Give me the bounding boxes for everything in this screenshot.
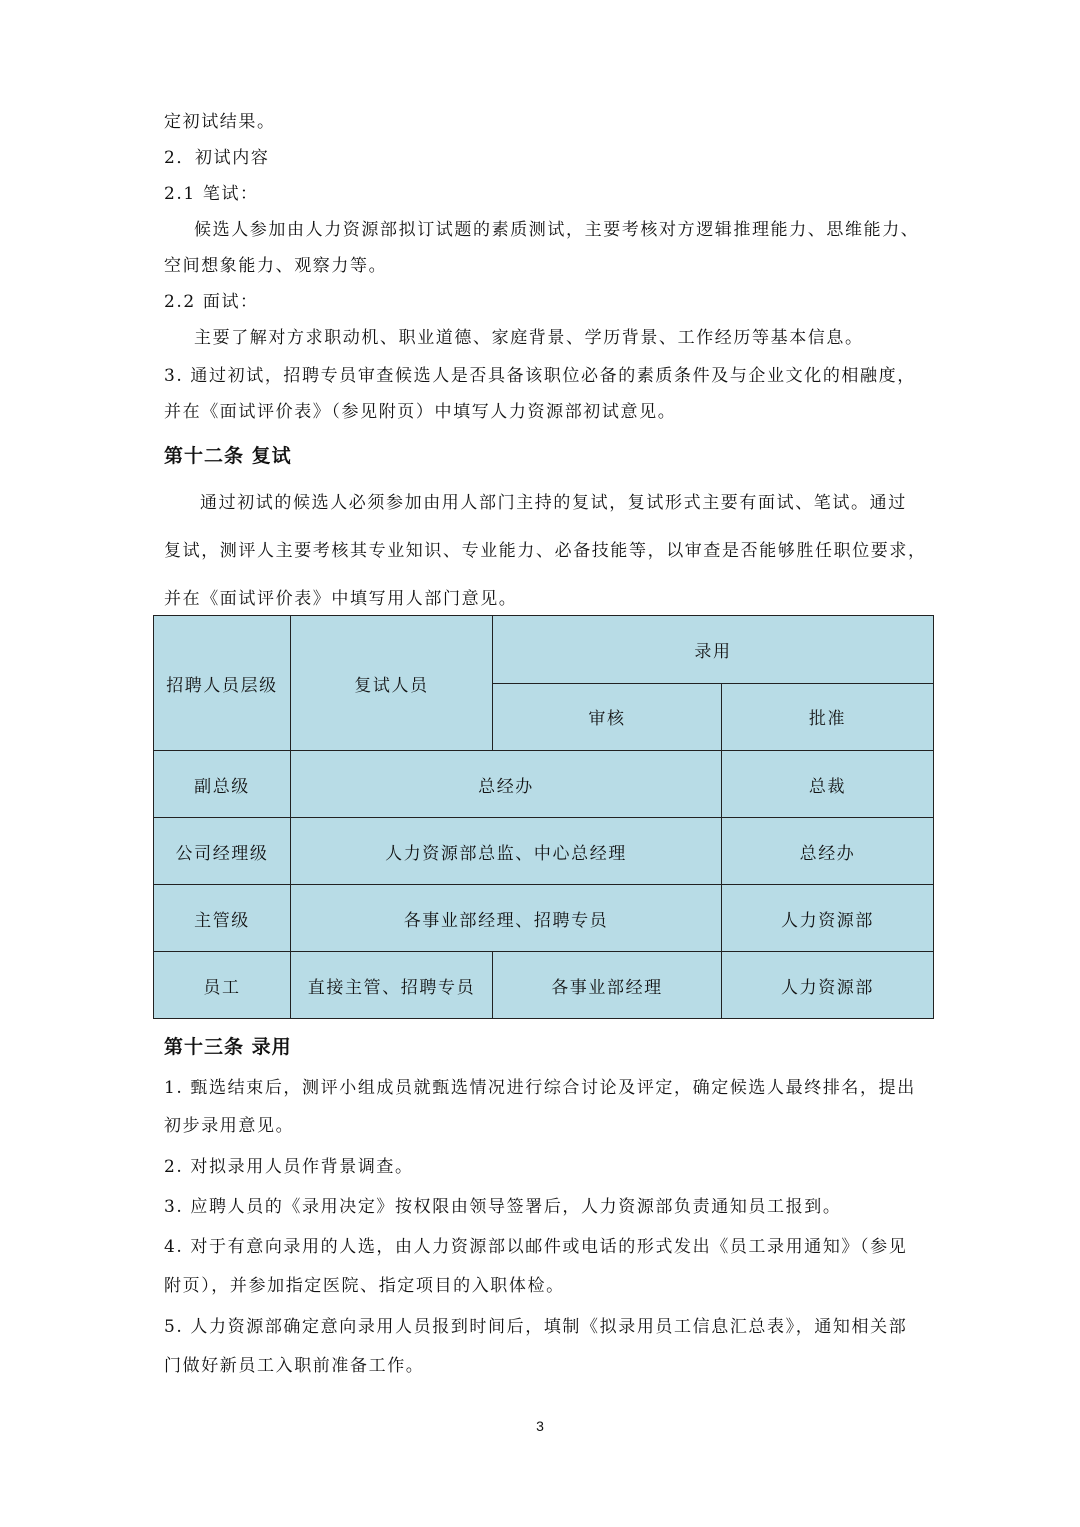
approval-authority-table [153, 615, 934, 1019]
cell-approve: 总裁 [722, 751, 934, 818]
cell-level: 主管级 [154, 885, 291, 952]
paragraph-line: 初步录用意见。 [164, 1116, 295, 1136]
paragraph-line: 通过初试的候选人必须参加由用人部门主持的复试，复试形式主要有面试、笔试。通过 [200, 493, 907, 513]
paragraph-line: 候选人参加由人力资源部拟订试题的素质测试，主要考核对方逻辑推理能力、思维能力、 [194, 220, 920, 240]
paragraph-line: 并在《面试评价表》中填写用人部门意见。 [164, 589, 518, 609]
cell-reviewer-audit: 总经办 [291, 751, 722, 818]
paragraph-line: 空间想象能力、观察力等。 [164, 256, 388, 276]
table-row [154, 818, 934, 885]
subsection-title-interview: 2.2 面试： [164, 292, 259, 312]
list-item: 4. 对于有意向录用的人选，由人力资源部以邮件或电话的形式发出《员工录用通知》（参见 [164, 1237, 908, 1257]
cell-level: 副总级 [154, 751, 291, 818]
paragraph-line: 3. 通过初试，招聘专员审查候选人是否具备该职位必备的素质条件及与企业文化的相融度， [164, 366, 916, 386]
table-row [154, 885, 934, 952]
subsection-title-written-test: 2.1 笔试： [164, 184, 259, 204]
header-reviewer: 复试人员 [291, 616, 493, 751]
section-title-initial-content: 2．初试内容 [164, 148, 270, 168]
cell-reviewer: 直接主管、招聘专员 [291, 952, 493, 1019]
page-number: 3 [536, 1418, 544, 1434]
paragraph-line: 附页），并参加指定医院、指定项目的入职体检。 [164, 1276, 565, 1296]
table-row [154, 952, 934, 1019]
table-header-row [154, 616, 934, 684]
cell-audit: 各事业部经理 [493, 952, 722, 1019]
paragraph-line: 定初试结果。 [164, 112, 276, 132]
cell-reviewer-audit: 人力资源部总监、中心总经理 [291, 818, 722, 885]
list-item: 1. 甄选结束后，测评小组成员就甄选情况进行综合讨论及评定，确定候选人最终排名，提出 [164, 1078, 916, 1098]
paragraph-line: 并在《面试评价表》（参见附页）中填写人力资源部初试意见。 [164, 402, 677, 422]
cell-level: 员工 [154, 952, 291, 1019]
list-item: 3. 应聘人员的《录用决定》按权限由领导签署后，人力资源部负责通知员工报到。 [164, 1197, 842, 1217]
paragraph-line: 门做好新员工入职前准备工作。 [164, 1356, 425, 1376]
article-12-heading: 第十二条 复试 [164, 445, 292, 467]
list-item: 2. 对拟录用人员作背景调查。 [164, 1157, 414, 1177]
header-level: 招聘人员层级 [154, 616, 291, 751]
cell-approve: 人力资源部 [722, 885, 934, 952]
header-audit: 审核 [493, 683, 722, 751]
cell-approve: 人力资源部 [722, 952, 934, 1019]
list-item: 5. 人力资源部确定意向录用人员报到时间后，填制《拟录用员工信息汇总表》，通知相关部 [164, 1317, 908, 1337]
cell-reviewer-audit: 各事业部经理、招聘专员 [291, 885, 722, 952]
header-approve: 批准 [722, 683, 934, 751]
paragraph-line: 复试，测评人主要考核其专业知识、专业能力、必备技能等，以审查是否能够胜任职位要求， [164, 541, 927, 561]
header-hire: 录用 [493, 616, 934, 684]
paragraph-line: 主要了解对方求职动机、职业道德、家庭背景、学历背景、工作经历等基本信息。 [194, 328, 864, 348]
article-13-heading: 第十三条 录用 [164, 1036, 292, 1058]
cell-level: 公司经理级 [154, 818, 291, 885]
table-row [154, 751, 934, 818]
cell-approve: 总经办 [722, 818, 934, 885]
